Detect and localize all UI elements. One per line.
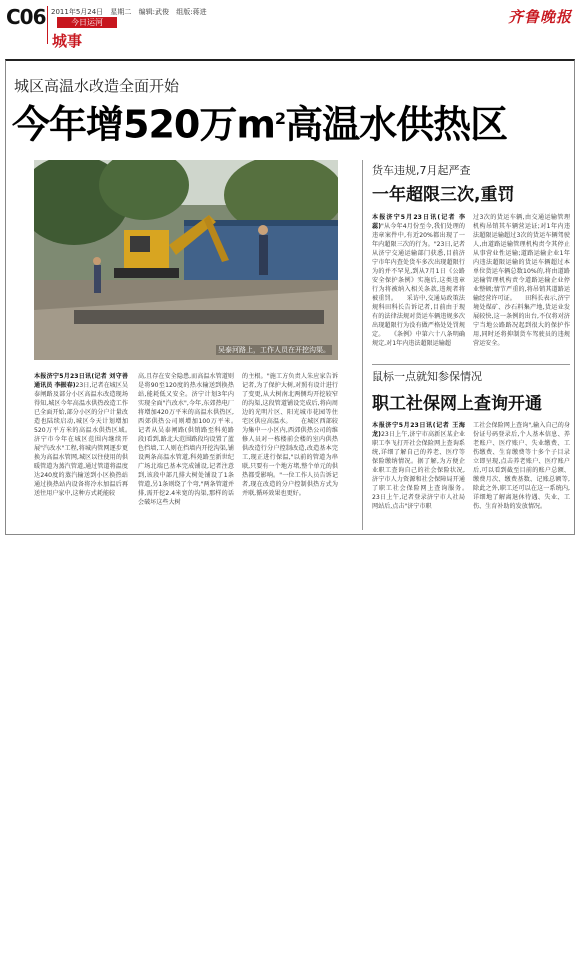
newspaper-logo: 齐鲁晚报 [507,8,572,26]
main-kicker: 城区高温水改造全面开始 [14,77,180,95]
layout-credit: 组版:蒋进 [176,8,207,16]
story3-column-1 [372,421,465,531]
main-story-text-1: 23日,记者在城区吴泰闸路及部分小区高温水改造现场得知,城区今年高温水供热改造工作已全面开始,部分小区的分户计量改造也陆续启动,城区今天计划增加520万平方米的高温水供热区域。 济宁市今年在城区范围内继续开展"汽改水"工程,将城内管网逐步更换为高温水管网,城区以往使用的供暖管道为蒸汽管道,通过管道将温度达240度的蒸汽输送到小区换热站通过换热站内设备将冷水加温后再送往用户家中,这种方式耗能较 [34,382,128,497]
main-story-text-2: 高,且存在安全隐患,而高温水管道则是将90至120度的热水输送到换热站,能耗低又安全。济宁计划3年内实现全面"汽改水",今年,东郊热电厂将增加420万平米的高温水供热区,西郊供热公司则增加100万平米。 记者从吴泰闸路(供销路至科苑路段)看到,路北大范围路段均设置了蓝色挡墙,工人则在挡墙内开挖沟渠,铺设两条高温水管道,科苑路至新世纪广场北端已基本完成铺设,记者注意到,该段中部几排大树处铺设了1条管道,另1条则绕了个弯,"两条管道并排,需开挖2.4米宽的沟渠,那样的话会破坏这些大树 [138,373,234,506]
story2-byline: 本报济宁5月23日讯(记者 李蕊) [372,214,465,230]
masthead-divider [47,6,48,44]
story3-headline: 职工社保网上查询开通 [372,394,542,414]
section-tag: 今日运河 [57,17,117,28]
editor-credit: 编辑:武俊 [138,8,170,16]
story2-text-1: "从今年4月份至今,我们处理的违章案件中,有近20%都出现了一年内超限三次的行为。"23日,记者从济宁交通运输部门获悉,目前济宁市年内查处货车多次出现超限行为的并不罕见,到从7月1日《公路安全保护条例》实施后,这类违章行为将被纳入相关条款,违规者将被重罚。 采访中,交通局政策法规科田科长告诉记者,目前由于现有的法律法规对货运车辆违规多次出现超限行为没有做严格处处罚规定。 《条例》中第六十八条明确规定,对1年内违法超限运输超 [372,223,465,347]
main-headline [12,96,507,148]
story3-text-2: 工社会保险网上查询",输入自己的身份证号码登录后,个人基本信息、养老账户、医疗账户、失业缴费、工伤缴费、生育缴费等十多个子目录立即呈现,点击养老账户、医疗账户后,可以看到截至目前的账户总额、缴费月次、缴费基数、记账总额等,除此之外,职工还可以在这一系统内,详细地了解离退休待遇、失业、工伤、生育补助的发放情况。 [473,422,570,510]
page-number: C06 [6,5,46,29]
dateline [51,7,212,17]
main-story-column-1 [34,372,128,532]
story3-byline: 本报济宁5月23日讯(记者 王海龙) [372,422,465,438]
section-name: 城事 [52,32,83,50]
construction-scene-illustration [34,160,338,360]
story3-text-1: 23日上午,济宁市高新区某企业职工李飞打开社会保险网上查询系统,详细了解自己的养老、医疗等保险缴纳情况。据了解,为方便企业职工查询自己的社会保险状况,济宁市人力资源和社会保障局开通了职工社会保险网上查询服务。 23日上午,记者登录济宁市人社局网站后,点击"济宁市职 [372,431,465,510]
story-separator [372,364,570,365]
main-story-text-3: 的主根。"施工方负责人朱应家告诉记者,为了保护大树,对照有设计进行了变更,从大树南北两侧均开挖较窄的沟渠,这段管道铺设完成后,将向周边的光明片区、阳光城市花园等住宅区供应高温水。 在城区西部较为集中一小区内,西郊供热公司的维修人员对一栋楼前会楼的室内供热供改造行分户控制改造,改造基本完工,现正进行保温,"以前的管道为串联,只要有一个地方堵,整个单元的供热都受影响。"一位工作人员告诉记者,现在改造的分户控制供热方式为并联,循环效果也更好。 [242,373,338,497]
story3-kicker: 鼠标一点就知参保情况 [372,370,482,383]
masthead [0,0,580,50]
story2-headline: 一年超限三次,重罚 [372,185,515,205]
headline-part1: 今年增520万m [12,102,275,147]
main-story-column-2 [138,372,234,532]
main-story-column-3 [242,372,338,532]
news-photo [34,160,338,360]
issue-date: 2011年5月24日 [51,8,104,16]
main-story-byline: 本报济宁5月23日讯(记者 刘守善 通讯员 李振春) [34,373,128,389]
headline-part2: 高温水供热区 [285,102,508,147]
story2-column-1 [372,213,465,361]
column-divider [362,160,363,530]
story2-text-2: 过3次的货运车辆,由交通运输管理机构吊销其车辆营运证;对1年内违法超限运输超过3次的货运车辆驾驶人,由道路运输管理机构责令其停止从事营业性运输;道路运输企业1年内违法超限运输的货运车辆超过本单位货运车辆总数10%的,将由道路运输管理机构责令道路运输企业停业整顿;情节严重的,将吊销其道路运输经营许可证。 田科长表示,济宁境处煤矿、沙石料集产地,货运业发展较快,这一条例的出台,不仅将对济宁当地公路路况起到很大的保护作用,同时还将抑制货车驾驶员的违规营运安全。 [473,214,570,347]
story2-column-2 [473,213,570,361]
photo-caption: 吴泰河路上，工作人员在开挖沟渠。 [218,346,330,354]
story3-column-2 [473,421,570,531]
story2-kicker: 货车违规,7月起严查 [372,164,471,177]
headline-superscript: 2 [274,109,286,128]
issue-weekday: 星期二 [110,8,132,16]
